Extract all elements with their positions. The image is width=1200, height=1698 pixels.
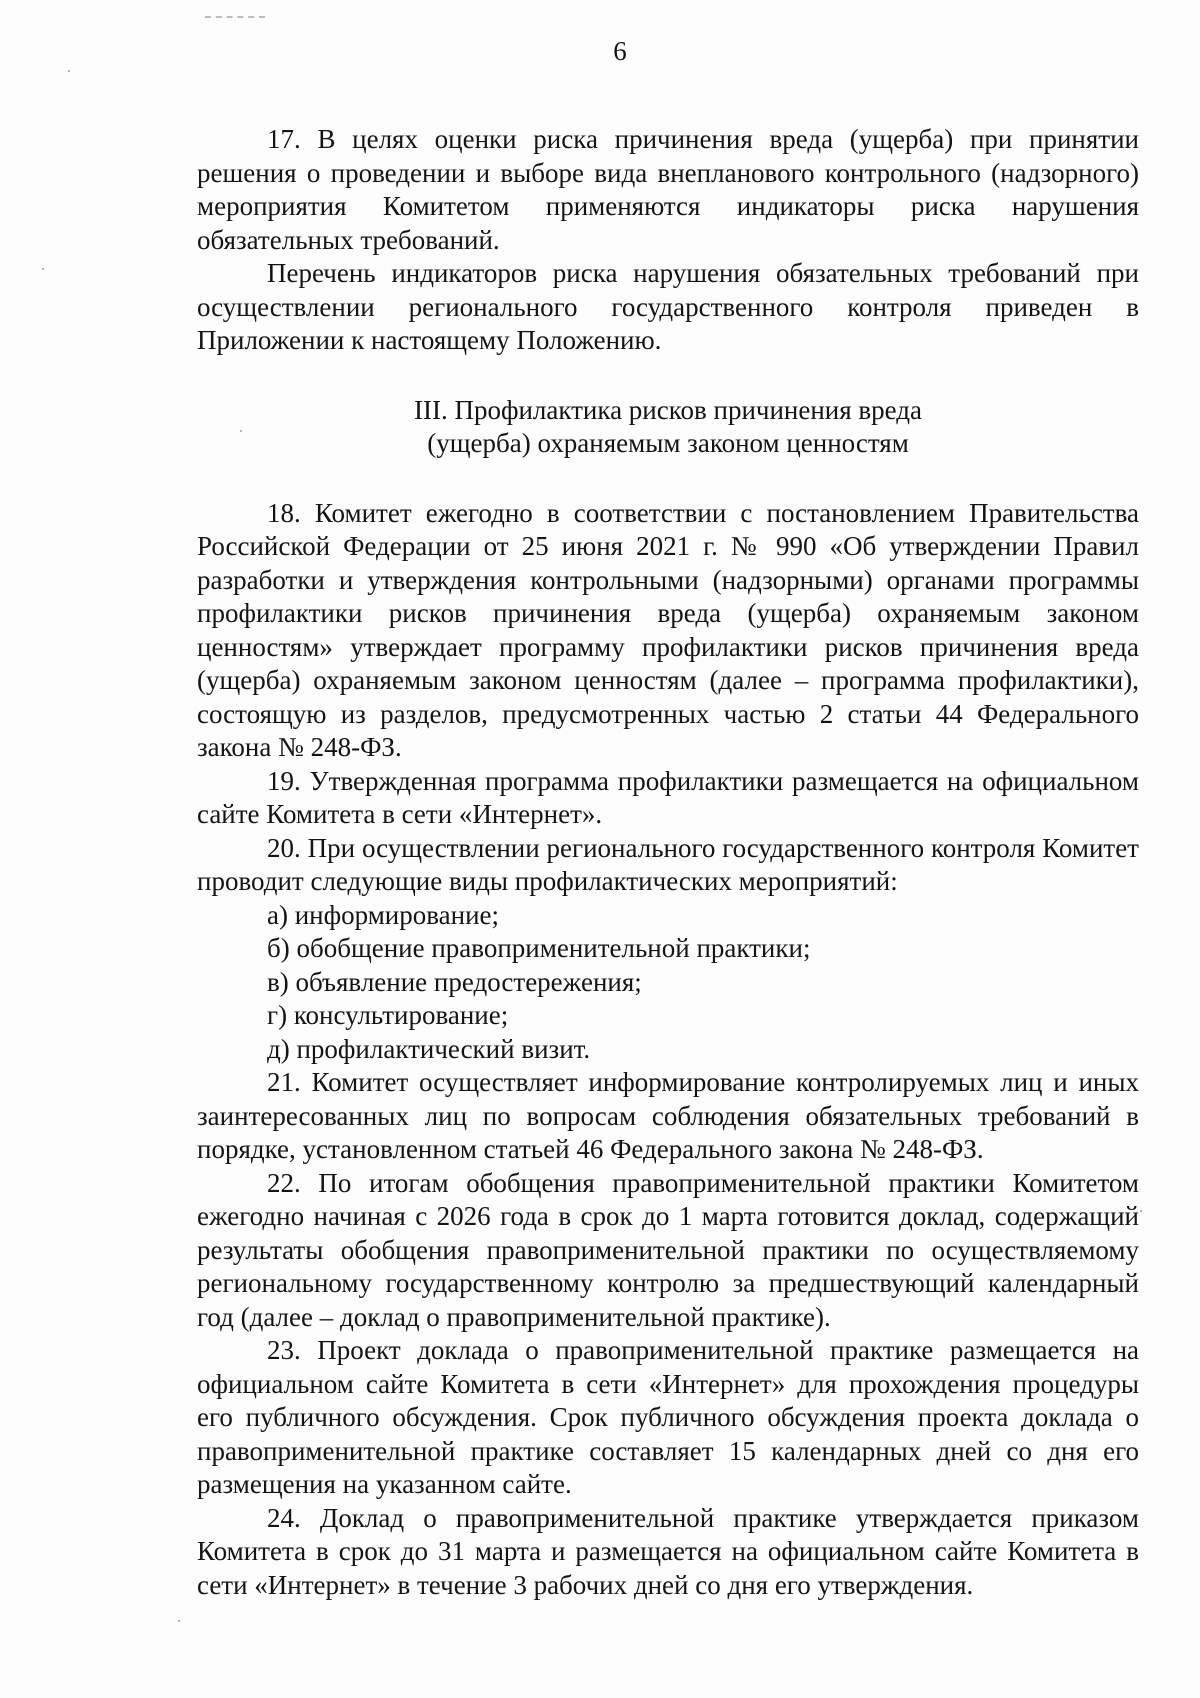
- paragraph-17: 17. В целях оценки риска причинения вреда (ущерба) при принятии решения о проведении и выборе вида внепланового контрольного (надзорного) мероприятия Комитетом применяются индикаторы риска нарушения обязательных требований.: [197, 124, 1139, 255]
- scan-speck: [68, 70, 70, 72]
- scan-mark: [205, 16, 265, 18]
- list-item: д) профилактический визит.: [267, 1033, 591, 1064]
- paragraph-17-list-reference: Перечень индикаторов риска нарушения обязательных требований при осуществлении регионального государственного контроля приведен в Приложении к настоящему Положению.: [197, 258, 1139, 355]
- section-heading-3: [197, 394, 1139, 461]
- paragraph-23: 23. Проект доклада о правоприменительной практике размещается на официальном сайте Комитета в сети «Интернет» для прохождения процедуры его публичного обсуждения. Срок публичного обсуждения проекта доклада о правоприменительной практике составляет 15 календарных дней со дня его размещения на указанном сайте.: [197, 1335, 1139, 1499]
- paragraph-18: 18. Комитет ежегодно в соответствии с постановлением Правительства Российской Федерации от 25 июня 2021 г. № 990 «Об утверждении Правил разработки и утверждения контрольными (надзорными) органами программы профилактики рисков причинения вреда (ущерба) охраняемым законом ценностям» утверждает программу профилактики рисков причинения вреда (ущерба) охраняемым законом ценностям (далее – программа профилактики), состоящую из разделов, предусмотренных частью 2 статьи 44 Федерального закона № 248-ФЗ.: [197, 497, 1139, 762]
- scan-speck: [42, 268, 44, 270]
- paragraph-22: 22. По итогам обобщения правоприменительной практики Комитетом ежегодно начиная с 2026 года в срок до 1 марта готовится доклад, содержащий результаты обобщения правоприменительной практики по осуществляемому региональному государственному контролю за предшествующий календарный год (далее – доклад о правоприменительной практике).: [197, 1167, 1139, 1332]
- scan-speck: [178, 1620, 180, 1622]
- document-body: [197, 123, 1139, 1602]
- paragraph-24: 24. Доклад о правоприменительной практике утверждается приказом Комитета в срок до 31 марта и размещается на официальном сайте Комитета в сети «Интернет» в течение 3 рабочих дней со дня его утверждения.: [197, 1502, 1139, 1600]
- paragraph-20: 20. При осуществлении регионального государственного контроля Комитет проводит следующие виды профилактических мероприятий:: [197, 832, 1139, 896]
- list-item: в) объявление предостережения;: [267, 966, 642, 997]
- list-item: г) консультирование;: [267, 1000, 509, 1030]
- scan-speck: [1140, 1210, 1142, 1212]
- section-heading-line: (ущерба) охраняемым законом ценностям: [427, 428, 909, 458]
- section-heading-line: III. Профилактика рисков причинения вреда: [413, 394, 923, 425]
- paragraph-19: 19. Утвержденная программа профилактики размещается на официальном сайте Комитета в сети «Интернет».: [197, 765, 1139, 829]
- list-item: а) информирование;: [267, 899, 500, 930]
- page-number: 6: [613, 36, 627, 66]
- paragraph-21: 21. Комитет осуществляет информирование контролируемых лиц и иных заинтересованных лиц по вопросам соблюдения обязательных требований в порядке, установленном статьей 46 Федерального закона № 248-ФЗ.: [197, 1067, 1139, 1164]
- list-item: б) обобщение правоприменительной практики;: [267, 933, 811, 963]
